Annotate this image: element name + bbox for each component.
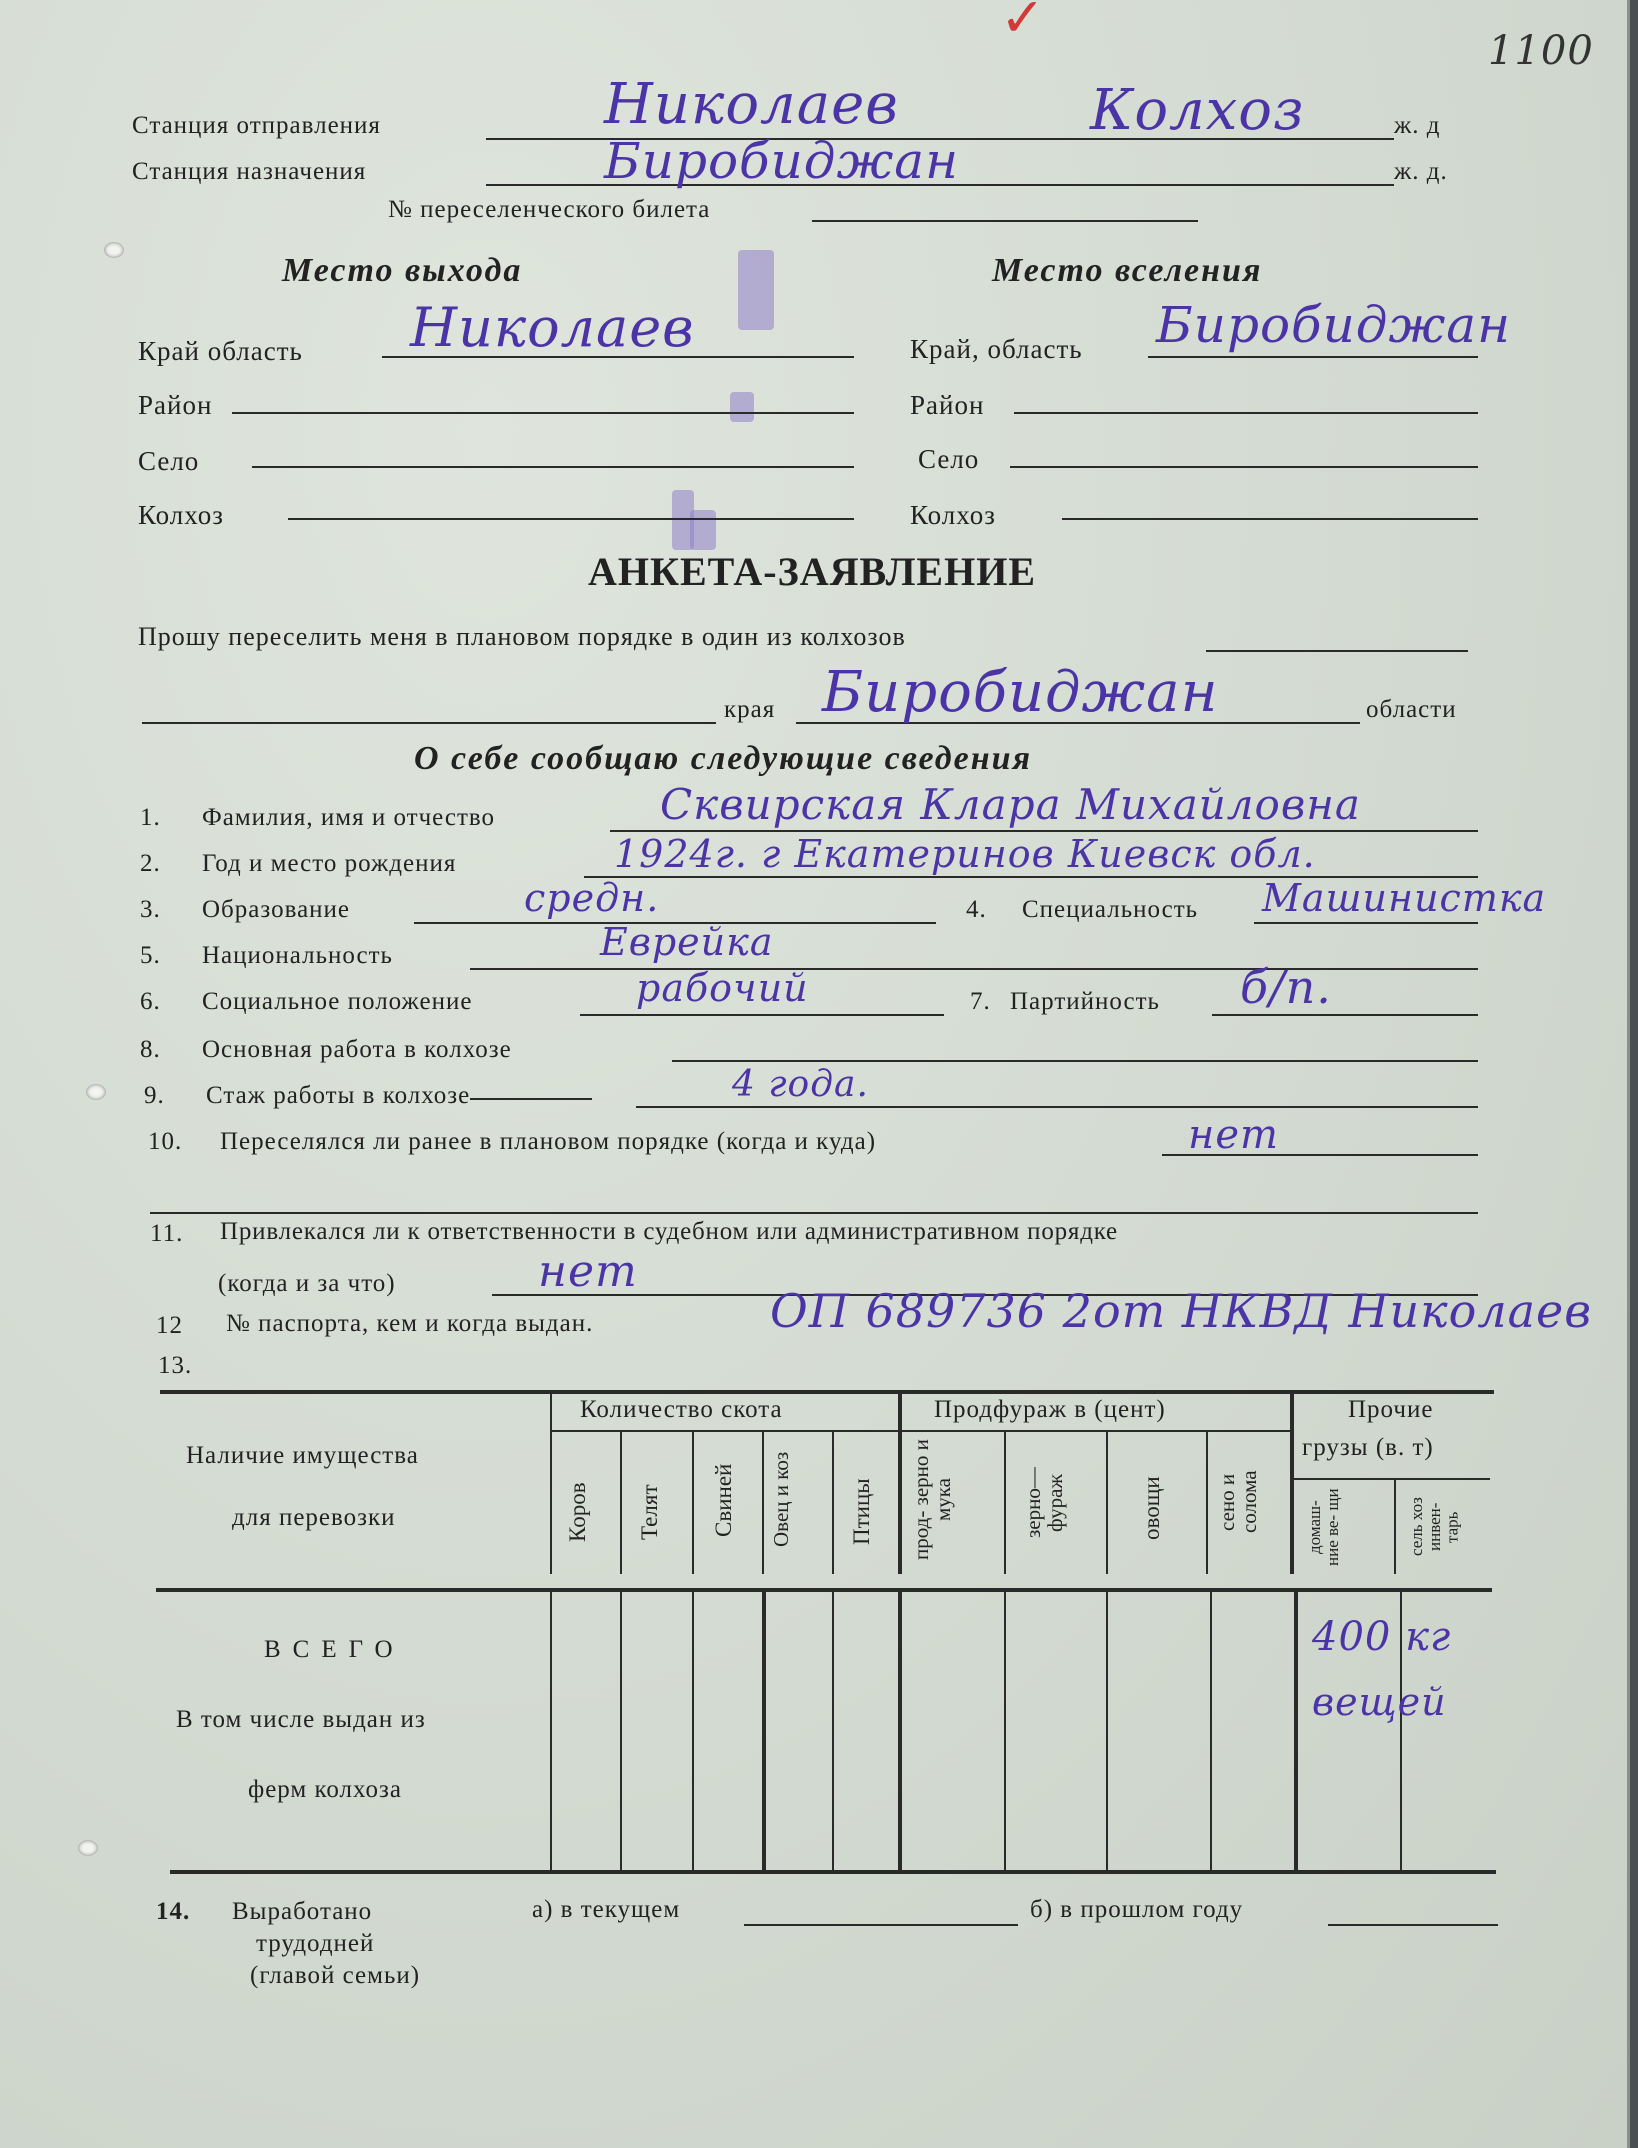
- field-11-num: 11.: [150, 1220, 184, 1247]
- field-1-label: Фамилия, имя и отчество: [202, 804, 496, 831]
- field-11-label: Привлекался ли к ответственности в судебном или административном порядке: [220, 1218, 1118, 1245]
- table-row-header-1: Наличие имущества: [186, 1442, 419, 1469]
- field-13-num: 13.: [158, 1352, 193, 1379]
- settle-region-value: Биробиджан: [1156, 296, 1512, 354]
- field-1-value: Сквирская Клара Михайловна: [660, 780, 1361, 829]
- ticket-label: № переселенческого билета: [388, 196, 711, 223]
- field-11-label-2: (когда и за что): [218, 1270, 396, 1297]
- field-2-value: 1924г. г Екатеринов Киевск обл.: [614, 832, 1316, 876]
- col-household: домаш- ние ве- щи: [1305, 1488, 1342, 1566]
- exit-district-label: Район: [138, 390, 213, 420]
- settle-district-label: Район: [910, 390, 985, 420]
- exit-region-label: Край область: [138, 336, 303, 366]
- field-12-num: 12: [156, 1312, 183, 1339]
- field-4-label: Специальность: [1022, 896, 1199, 923]
- field-3-num: 3.: [140, 896, 161, 923]
- field-3-label: Образование: [202, 896, 351, 923]
- red-check-mark: ✓: [1000, 0, 1046, 48]
- col-sheep-goats: Овец и коз: [769, 1451, 793, 1547]
- field-11-value: нет: [538, 1246, 638, 1297]
- col-cows: Коров: [565, 1482, 590, 1542]
- field-10-label: Переселялся ли ранее в плановом порядке (когда и куда): [220, 1128, 877, 1155]
- settle-place-title: Место вселения: [992, 252, 1263, 289]
- footer-label-2: трудодней: [256, 1930, 375, 1957]
- footer-past: б) в прошлом году: [1030, 1896, 1244, 1923]
- punch-hole: [78, 1840, 98, 1856]
- punch-hole: [86, 1084, 106, 1100]
- field-9-num: 9.: [144, 1082, 165, 1109]
- field-8-label: Основная работа в колхозе: [202, 1036, 512, 1063]
- table-row-header-2: для перевозки: [232, 1504, 396, 1531]
- field-7-value: б/п.: [1240, 960, 1332, 1014]
- rail-suffix-2: ж. д.: [1394, 158, 1448, 185]
- field-6-value: рабочий: [636, 966, 809, 1010]
- field-2-num: 2.: [140, 850, 161, 877]
- field-6-num: 6.: [140, 988, 161, 1015]
- total-label: ВСЕГО: [264, 1636, 405, 1663]
- household-value-2: вещей: [1312, 1680, 1447, 1724]
- settle-kolkhoz-label: Колхоз: [910, 500, 996, 530]
- oblast-label: области: [1366, 696, 1457, 723]
- field-5-value: Еврейка: [600, 920, 774, 964]
- col-poultry: Птицы: [849, 1478, 874, 1546]
- kray-value: Биробиджан: [822, 660, 1219, 725]
- field-5-label: Национальность: [202, 942, 393, 969]
- punch-hole: [104, 242, 124, 258]
- field-9-value: 4 года.: [732, 1064, 869, 1105]
- request-line: Прошу переселить меня в плановом порядке в один из колхозов: [138, 622, 906, 651]
- exit-village-label: Село: [138, 446, 200, 476]
- issued-label-1: В том числе выдан из: [176, 1706, 426, 1733]
- ink-stamp-smudge: [730, 392, 754, 422]
- group-other-1: Прочие: [1348, 1396, 1434, 1423]
- field-8-num: 8.: [140, 1036, 161, 1063]
- col-farm-tools: сель хоз инвен- тарь: [1407, 1497, 1462, 1557]
- exit-place-title: Место выхода: [282, 252, 523, 289]
- field-4-value: Машинистка: [1262, 876, 1547, 920]
- col-calves: Телят: [637, 1484, 662, 1540]
- field-3-value: средн.: [524, 876, 660, 920]
- destination-label: Станция назначения: [132, 158, 367, 185]
- col-vegetables: овощи: [1139, 1476, 1164, 1540]
- rail-suffix-1: ж. д: [1394, 112, 1441, 139]
- footer-label-3: (главой семьи): [250, 1962, 421, 1989]
- footer-label-1: Выработано: [232, 1898, 373, 1925]
- field-1-num: 1.: [140, 804, 161, 831]
- section-title: О себе сообщаю следующие сведения: [414, 740, 1033, 777]
- kray-label: края: [724, 696, 776, 723]
- field-12-label: № паспорта, кем и когда выдан.: [226, 1310, 594, 1337]
- col-grain-fodder: зерно— фураж: [1021, 1467, 1068, 1539]
- field-10-value: нет: [1188, 1112, 1279, 1158]
- field-7-num: 7.: [970, 988, 991, 1015]
- destination-value: Биробиджан: [604, 132, 960, 190]
- field-9-label: Стаж работы в колхозе: [206, 1082, 471, 1109]
- field-10-num: 10.: [148, 1128, 183, 1155]
- settle-region-label: Край, область: [910, 334, 1083, 364]
- col-hay-straw: сено и солома: [1215, 1470, 1262, 1534]
- ink-stamp-smudge: [690, 510, 716, 550]
- corner-number: 1100: [1488, 28, 1594, 74]
- settle-village-label: Село: [918, 444, 980, 474]
- departure-extra: Колхоз: [1090, 78, 1305, 143]
- field-6-label: Социальное положение: [202, 988, 473, 1015]
- field-4-num: 4.: [966, 896, 987, 923]
- col-pigs: Свиней: [711, 1463, 736, 1537]
- form-title: АНКЕТА-ЗАЯВЛЕНИЕ: [588, 549, 1037, 594]
- household-value: 400 кг: [1312, 1614, 1452, 1660]
- departure-label: Станция отправления: [132, 112, 381, 139]
- field-2-label: Год и место рождения: [202, 850, 457, 877]
- field-12-value: ОП 689736 2от НКВД Николаев: [770, 1284, 1593, 1338]
- footer-num: 14.: [156, 1898, 191, 1925]
- departure-value: Николаев: [604, 72, 899, 137]
- exit-kolkhoz-label: Колхоз: [138, 500, 224, 530]
- group-fodder: Продфураж в (цент): [934, 1396, 1166, 1423]
- field-5-num: 5.: [140, 942, 161, 969]
- col-grain-flour: прод- зерно и мука: [909, 1439, 956, 1561]
- group-livestock: Количество скота: [580, 1396, 783, 1423]
- exit-region-value: Николаев: [410, 296, 695, 359]
- footer-current: а) в текущем: [532, 1896, 681, 1923]
- ink-stamp-smudge: [738, 250, 774, 330]
- group-other-2: грузы (в. т): [1302, 1434, 1434, 1461]
- issued-label-2: ферм колхоза: [248, 1776, 403, 1803]
- field-7-label: Партийность: [1010, 988, 1160, 1015]
